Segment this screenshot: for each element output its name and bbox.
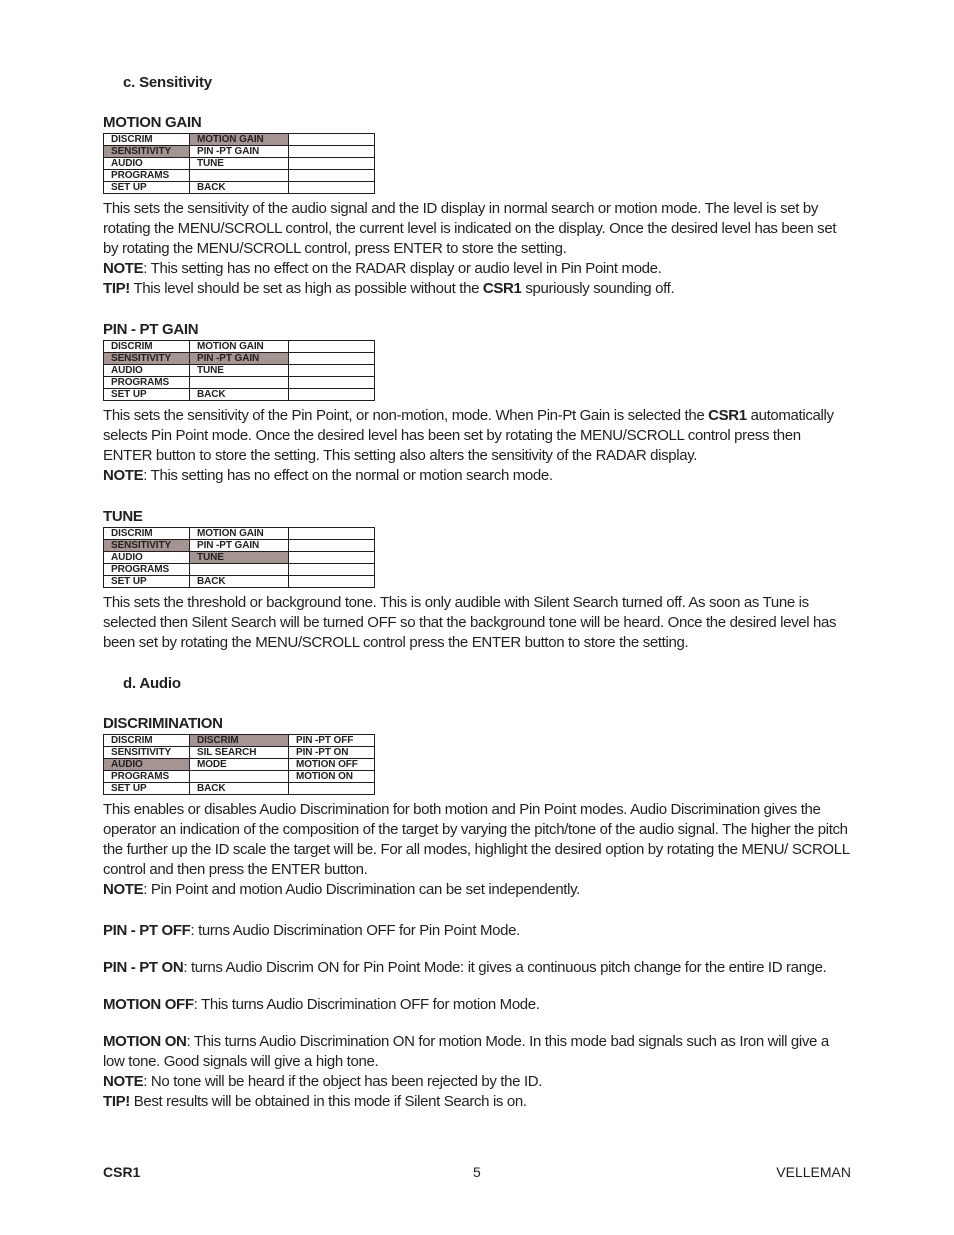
- table-row: [104, 158, 375, 170]
- paragraph-text: This sets the sensitivity of the Pin Point, or non-motion, mode. When Pin-Pt Gain is selected the: [103, 407, 709, 424]
- discrimination-heading: DISCRIMINATION: [103, 715, 223, 732]
- menu-cell: SIL SEARCH: [190, 747, 289, 759]
- note-text: : No tone will be heard if the object has been rejected by the ID.: [143, 1073, 543, 1090]
- menu-cell: PROGRAMS: [104, 771, 190, 783]
- table-row: [104, 170, 375, 182]
- menu-cell: [289, 158, 375, 170]
- discrimination-menu-table: [103, 734, 375, 795]
- tip-text: spuriously sounding off.: [521, 280, 675, 297]
- footer-page-number: 5: [473, 1164, 481, 1180]
- menu-cell: SET UP: [104, 576, 190, 588]
- tip-text: This level should be set as high as possible without the: [129, 280, 483, 297]
- table-row: [104, 353, 375, 365]
- menu-cell: PIN -PT ON: [289, 747, 375, 759]
- menu-cell: [289, 182, 375, 194]
- term-text: : This turns Audio Discrimination OFF for motion Mode.: [193, 996, 540, 1013]
- note-label: NOTE: [103, 1073, 144, 1090]
- menu-cell: DISCRIM: [104, 341, 190, 353]
- menu-cell: BACK: [190, 576, 289, 588]
- paragraph-text: automatically selects Pin Point mode. Once the desired level has been set by rotating the MENU/SCROLL control press then ENTER button to store the setting. This setting also alters the sensitivity of the RADAR display.: [103, 407, 834, 464]
- footer-product-name: CSR1: [103, 1164, 141, 1180]
- menu-cell: DISCRIM: [104, 528, 190, 540]
- menu-cell: MOTION ON: [289, 771, 375, 783]
- menu-cell: MODE: [190, 759, 289, 771]
- note-text: : This setting has no effect on the RADAR display or audio level in Pin Point mode.: [143, 260, 662, 277]
- menu-cell: SENSITIVITY: [104, 747, 190, 759]
- tip-label: TIP!: [103, 1093, 130, 1110]
- note-text: : Pin Point and motion Audio Discrimination can be set independently.: [143, 881, 580, 898]
- product-name: CSR1: [482, 280, 522, 297]
- menu-cell: TUNE: [190, 158, 289, 170]
- table-row: [104, 576, 375, 588]
- menu-cell-highlighted: SENSITIVITY: [104, 353, 190, 365]
- menu-cell: [289, 564, 375, 576]
- menu-cell: [289, 365, 375, 377]
- table-row: [104, 783, 375, 795]
- menu-cell: [190, 564, 289, 576]
- menu-cell: [289, 576, 375, 588]
- pin-pt-on-definition: [103, 958, 853, 978]
- note-text: : This setting has no effect on the normal or motion search mode.: [143, 467, 553, 484]
- menu-cell: SET UP: [104, 783, 190, 795]
- menu-cell: PIN -PT GAIN: [190, 146, 289, 158]
- menu-cell: AUDIO: [104, 552, 190, 564]
- menu-cell: PROGRAMS: [104, 377, 190, 389]
- menu-cell: PROGRAMS: [104, 564, 190, 576]
- menu-cell: [289, 341, 375, 353]
- menu-cell: DISCRIM: [104, 735, 190, 747]
- table-row: [104, 528, 375, 540]
- pin-pt-gain-menu-table: [103, 340, 375, 401]
- menu-cell-highlighted: AUDIO: [104, 759, 190, 771]
- table-row: [104, 182, 375, 194]
- note-label: NOTE: [103, 467, 144, 484]
- table-row: [104, 735, 375, 747]
- term-label: PIN - PT ON: [103, 959, 184, 976]
- table-row: [104, 552, 375, 564]
- note-label: NOTE: [103, 881, 144, 898]
- menu-cell-highlighted: MOTION GAIN: [190, 134, 289, 146]
- section-c-heading: c. Sensitivity: [123, 74, 212, 91]
- menu-cell: [289, 528, 375, 540]
- menu-cell: MOTION GAIN: [190, 528, 289, 540]
- pin-pt-gain-description: [103, 406, 853, 486]
- paragraph-text: This enables or disables Audio Discrimination for both motion and Pin Point modes. Audio Discrimination gives the operator an indication of the composition of the target by varying the pitch/tone of the audio signal. The higher the pitch the further up the ID scale the target will be. For all modes, highlight the desired option by rotating the MENU/ SCROLL control and then press the ENTER button.: [103, 801, 850, 878]
- menu-cell-highlighted: TUNE: [190, 552, 289, 564]
- table-row: [104, 134, 375, 146]
- term-text: : This turns Audio Discrimination ON for motion Mode. In this mode bad signals such as Iron will give a low tone. Good signals will give a high tone.: [103, 1033, 829, 1070]
- menu-cell: [289, 540, 375, 552]
- menu-cell: [190, 170, 289, 182]
- footer-brand: VELLEMAN: [776, 1164, 851, 1180]
- product-name: CSR1: [708, 407, 747, 424]
- menu-cell: [190, 377, 289, 389]
- menu-cell-highlighted: PIN -PT GAIN: [190, 353, 289, 365]
- menu-cell: BACK: [190, 389, 289, 401]
- menu-cell: BACK: [190, 182, 289, 194]
- table-row: [104, 365, 375, 377]
- term-label: MOTION OFF: [103, 996, 194, 1013]
- section-d-heading: d. Audio: [123, 675, 181, 692]
- menu-cell: [289, 134, 375, 146]
- term-label: PIN - PT OFF: [103, 922, 191, 939]
- tune-menu-table: [103, 527, 375, 588]
- menu-cell: PROGRAMS: [104, 170, 190, 182]
- tip-label: TIP!: [103, 280, 130, 297]
- menu-cell: [289, 377, 375, 389]
- menu-cell: [289, 170, 375, 182]
- tune-heading: TUNE: [103, 508, 143, 525]
- table-row: [104, 771, 375, 783]
- table-row: [104, 540, 375, 552]
- menu-cell: MOTION GAIN: [190, 341, 289, 353]
- pin-pt-off-definition: [103, 921, 853, 941]
- table-row: [104, 564, 375, 576]
- table-row: [104, 377, 375, 389]
- menu-cell: [289, 353, 375, 365]
- discrimination-description: [103, 800, 853, 900]
- motion-off-definition: [103, 995, 853, 1015]
- menu-cell: AUDIO: [104, 158, 190, 170]
- term-label: MOTION ON: [103, 1033, 187, 1050]
- term-text: : turns Audio Discrim ON for Pin Point Mode: it gives a continuous pitch change for the entire ID range.: [183, 959, 827, 976]
- table-row: [104, 747, 375, 759]
- menu-cell: AUDIO: [104, 365, 190, 377]
- menu-cell: MOTION OFF: [289, 759, 375, 771]
- menu-cell: BACK: [190, 783, 289, 795]
- pin-pt-gain-heading: PIN - PT GAIN: [103, 321, 199, 338]
- menu-cell-highlighted: SENSITIVITY: [104, 146, 190, 158]
- menu-cell: SET UP: [104, 389, 190, 401]
- menu-cell: [289, 146, 375, 158]
- menu-cell: PIN -PT OFF: [289, 735, 375, 747]
- tip-text: Best results will be obtained in this mode if Silent Search is on.: [129, 1093, 527, 1110]
- paragraph-text: This sets the threshold or background tone. This is only audible with Silent Search turned off. As soon as Tune is selected then Silent Search will be turned OFF so that the background tone will be heard. Once the desired level has been set by rotating the MENU/SCROLL control press the ENTER button to store the setting.: [103, 594, 837, 651]
- table-row: [104, 146, 375, 158]
- menu-cell: PIN -PT GAIN: [190, 540, 289, 552]
- table-row: [104, 389, 375, 401]
- table-row: [104, 341, 375, 353]
- motion-gain-menu-table: [103, 133, 375, 194]
- menu-cell: [289, 389, 375, 401]
- term-text: : turns Audio Discrimination OFF for Pin Point Mode.: [190, 922, 520, 939]
- menu-cell: SET UP: [104, 182, 190, 194]
- motion-gain-description: [103, 199, 853, 299]
- motion-on-definition: [103, 1032, 853, 1112]
- menu-cell-highlighted: SENSITIVITY: [104, 540, 190, 552]
- menu-cell: TUNE: [190, 365, 289, 377]
- paragraph-text: This sets the sensitivity of the audio signal and the ID display in normal search or motion mode. The level is set by rotating the MENU/SCROLL control, the current level is indicated on the display. Once the desired level has been set by rotating the MENU/SCROLL control, press ENTER to store the setting.: [103, 200, 837, 257]
- motion-gain-heading: MOTION GAIN: [103, 114, 202, 131]
- tune-description: [103, 593, 853, 653]
- note-label: NOTE: [103, 260, 144, 277]
- table-row: [104, 759, 375, 771]
- menu-cell: [289, 783, 375, 795]
- menu-cell: DISCRIM: [104, 134, 190, 146]
- menu-cell-highlighted: DISCRIM: [190, 735, 289, 747]
- menu-cell: [190, 771, 289, 783]
- menu-cell: [289, 552, 375, 564]
